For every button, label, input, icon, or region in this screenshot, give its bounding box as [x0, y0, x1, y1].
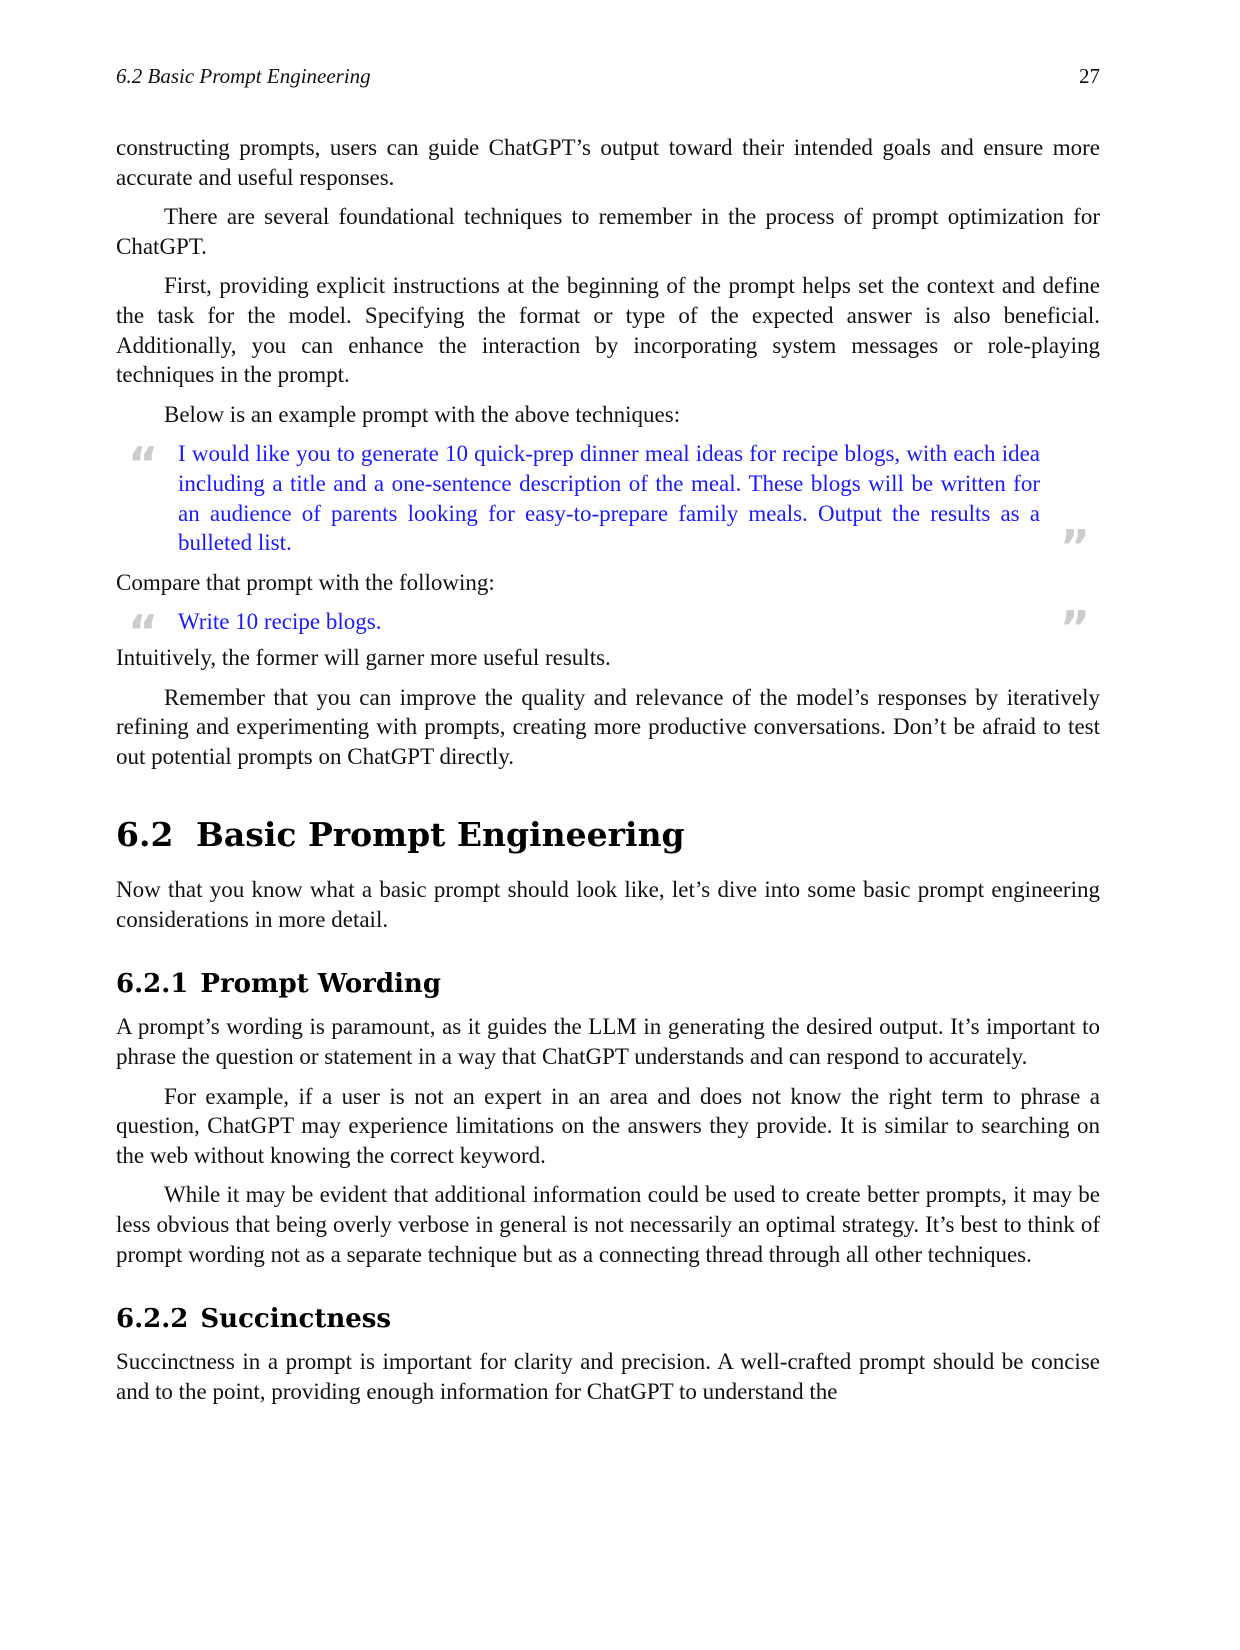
paragraph: Remember that you can improve the quality and relevance of the model’s responses by iteratively refining and experimenting with prompts, creating more productive conversations. Don’t be afraid to test out potential prompts on ChatGPT directly.: [116, 684, 1100, 769]
paragraph: First, providing explicit instructions at the beginning of the prompt helps set the context and define the task for the model. Specifying the format or type of the expected answer is also beneficial. Additionally, you can enhance the interaction by incorporating system messages or role-playing techniques in the prompt.: [116, 273, 1100, 388]
paragraph: Now that you know what a basic prompt should look like, let’s dive into some basic prompt engineering considerations in more detail.: [116, 877, 1100, 932]
section-heading: [116, 815, 1100, 855]
close-quote-icon: ”: [1059, 600, 1090, 655]
subsection-heading: [116, 1303, 1100, 1335]
subsection-heading: [116, 968, 1100, 1000]
subsection-title: Prompt Wording: [200, 969, 441, 1000]
paragraph: While it may be evident that additional information could be used to create better prompts, it may be less obvious that being overly verbose in general is not necessarily an optimal strategy. It’s best to think of prompt wording not as a separate technique but as a connecting thread through all other techniques.: [116, 1182, 1100, 1267]
paragraph: Succinctness in a prompt is important for clarity and precision. A well-crafted prompt should be concise and to the point, providing enough information for ChatGPT to understand the: [116, 1349, 1100, 1404]
subsection-title: Succinctness: [200, 1304, 392, 1335]
page-number: 27: [1079, 64, 1100, 88]
paragraph: There are several foundational techniques to remember in the process of prompt optimization for ChatGPT.: [116, 204, 1100, 259]
section-number: 6.2: [116, 815, 174, 855]
running-header: [116, 62, 1100, 90]
page-content: [116, 133, 1100, 1416]
paragraph: For example, if a user is not an expert in an area and does not know the right term to phrase a question, ChatGPT may experience limitations on the answers they provide. It is similar to searching on the web without knowing the correct keyword.: [116, 1083, 1100, 1168]
open-quote-icon: “: [128, 605, 159, 660]
section-title: Basic Prompt Engineering: [196, 815, 685, 855]
subsection-number: 6.2.2: [116, 1304, 189, 1335]
paragraph: Below is an example prompt with the above techniques:: [164, 401, 681, 427]
paragraph: A prompt’s wording is paramount, as it guides the LLM in generating the desired output. It’s important to phrase the question or statement in a way that ChatGPT understands and can respond to accurately.: [116, 1014, 1100, 1070]
paragraph: constructing prompts, users can guide ChatGPT’s output toward their intended goals and ensure more accurate and useful responses.: [116, 135, 1100, 190]
running-title: 6.2 Basic Prompt Engineering: [116, 64, 371, 88]
paragraph: Intuitively, the former will garner more useful results.: [116, 644, 611, 670]
open-quote-icon: “: [128, 437, 159, 492]
quote-text: Write 10 recipe blogs.: [178, 609, 382, 635]
quote-text: I would like you to generate 10 quick-prep dinner meal ideas for recipe blogs, with each idea including a title and a one-sentence description of the meal. These blogs will be written for an audience of parents looking for easy-to-prepare family meals. Output the results as a bulleted list.: [178, 441, 1040, 556]
close-quote-icon: ”: [1059, 519, 1090, 574]
subsection-number: 6.2.1: [116, 969, 189, 1000]
example-prompt-quote: [116, 437, 1100, 574]
paragraph: Compare that prompt with the following:: [116, 569, 495, 595]
